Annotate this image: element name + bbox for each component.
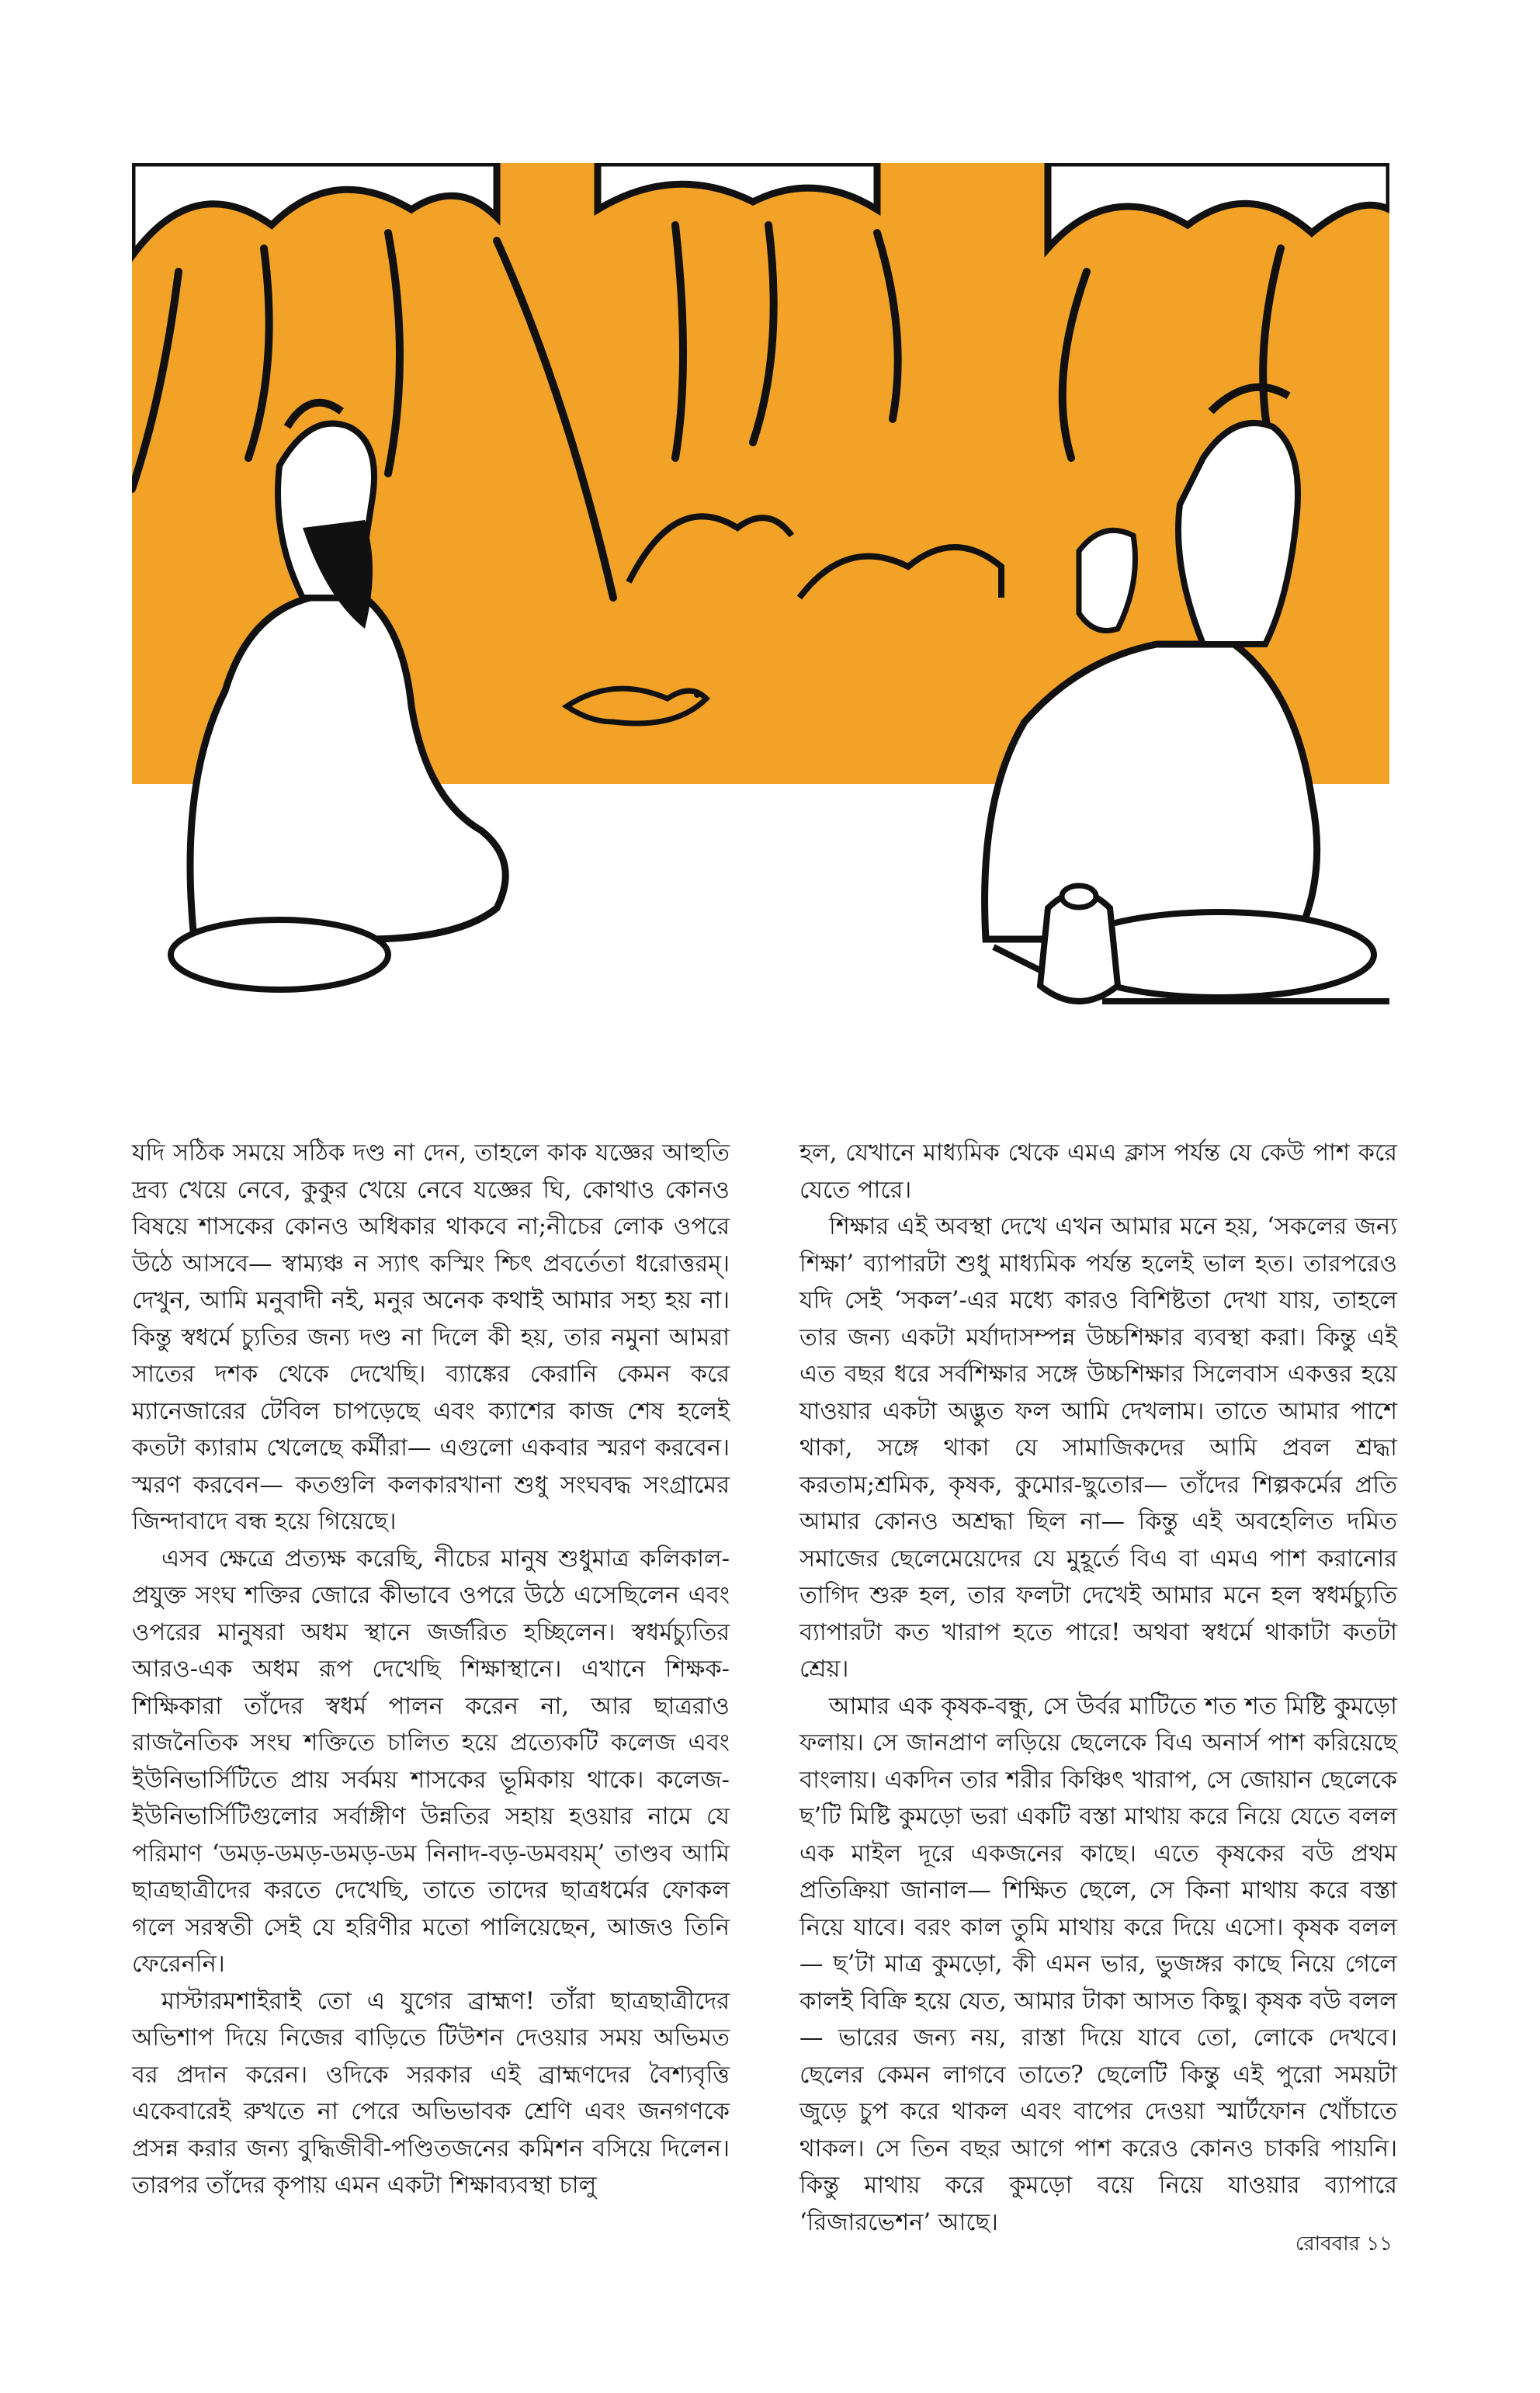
article-column-right [799,1135,1397,2241]
article-paragraph: শিক্ষার এই অবস্থা দেখে এখন আমার মনে হয়, ‘সকলের জন্য শিক্ষা’ ব্যাপারটা শুধু মাধ্যমিক পর্যন্ত হলেই ভাল হত। তারপরেও যদি সেই ‘সকল’-এর মধ্যে কারও বিশিষ্টতা দেখা যায়, তাহলে তার জন্য একটা মর্যাদাসম্পন্ন উচ্চশিক্ষার ব্যবস্থা করা। কিন্তু এই এত বছর ধরে সর্বশিক্ষার সঙ্গে উচ্চশিক্ষার সিলেবাস একত্তর হয়ে যাওয়ার একটা অদ্ভুত ফল আমি দেখলাম। তাতে আমার পাশে থাকা, সঙ্গে থাকা যে সামাজিকদের আমি প্রবল শ্রদ্ধা করতাম;শ্রমিক, কৃষক, কুমোর-ছুতোর— তাঁদের শিল্পকর্মের প্রতি আমার কোনও অশ্রদ্ধা ছিল না— কিন্তু এই অবহেলিত দমিত সমাজের ছেলেমেয়েদের যে মুহূর্তে বিএ বা এমএ পাশ করানোর তাগিদ শুরু হল, তার ফলটা দেখেই আমার মনে হল স্বধর্মচ্যুতি ব্যাপারটা কত খারাপ হতে পারে! অথবা স্বধর্মে থাকাটা কতটা শ্রেয়। [799,1213,1397,1683]
article-paragraph: এসব ক্ষেত্রে প্রত্যক্ষ করেছি, নীচের মানুষ শুধুমাত্র কলিকাল-প্রযুক্ত সংঘ শক্তির জোরে কীভাবে ওপরে উঠে এসেছিলেন এবং ওপরের মানুষরা অধম স্থানে জর্জরিত হচ্ছিলেন। স্বধর্মচ্যুতির আরও-এক অধম রূপ দেখেছি শিক্ষাস্থানে। এখানে শিক্ষক-শিক্ষিকারা তাঁদের স্বধর্ম পালন করেন না, আর ছাত্ররাও রাজনৈতিক সংঘ শক্তিতে চালিত হয়ে প্রত্যেকটি কলেজ এবং ইউনিভার্সিটিতে প্রায় সর্বময় শাসকের ভূমিকায় থাকে। কলেজ-ইউনিভার্সিটিগুলোর সর্বাঙ্গীণ উন্নতির সহায় হওয়ার নামে যে পরিমাণ ‘ডমড়-ডমড়-ডমড়-ডম নিনাদ-বড়-ডমবয়ম্’ তাণ্ডব আমি ছাত্রছাত্রীদের করতে দেখেছি, তাতে তাদের ছাত্রধর্মের ফোকল গলে সরস্বতী সেই যে হরিণীর মতো পালিয়েছেন, আজও তিনি ফেরেননি। [132,1545,730,1978]
two-sages-illustration-icon [132,163,1389,1040]
article-paragraph: আমার এক কৃষক-বন্ধু, সে উর্বর মাটিতে শত শত মিষ্টি কুমড়ো ফলায়। সে জানপ্রাণ লড়িয়ে ছেলেকে বিএ অনার্স পাশ করিয়েছে বাংলায়। একদিন তার শরীর কিঞ্চিৎ খারাপ, সে জোয়ান ছেলেকে ছ’টি মিষ্টি কুমড়ো ভরা একটি বস্তা মাথায় করে নিয়ে যেতে বলল এক মাইল দূরে একজনের কাছে। এতে কৃষকের বউ প্রথম প্রতিক্রিয়া জানাল— শিক্ষিত ছেলে, সে কিনা মাথায় করে বস্তা নিয়ে যাবে। বরং কাল তুমি মাথায় করে দিয়ে এসো। কৃষক বলল— ছ’টা মাত্র কুমড়ো, কী এমন ভার, ভুজঙ্গর কাছে নিয়ে গেলে কালই বিক্রি হয়ে যেত, আমার টাকা আসত কিছু। কৃষক বউ বলল— ভারের জন্য নয়, রাস্তা দিয়ে যাবে তো, লোকে দেখবে। ছেলের কেমন লাগবে তাতে? ছেলেটি কিন্তু এই পুরো সময়টা জুড়ে চুপ করে থাকল এবং বাপের দেওয়া স্মার্টফোন খোঁচাতে থাকল। সে তিন বছর আগে পাশ করেও কোনও চাকরি পায়নি। কিন্তু মাথায় করে কুমড়ো বয়ে নিয়ে যাওয়ার ব্যাপারে ‘রিজারভেশন’ আছে। [799,1692,1397,2236]
article-column-left [132,1135,730,2204]
article-paragraph: মাস্টারমশাইরাই তো এ যুগের ব্রাহ্মণ! তাঁরা ছাত্রছাত্রীদের অভিশাপ দিয়ে নিজের বাড়িতে টিউশন দেওয়ার সময় অভিমত বর প্রদান করেন। ওদিকে সরকার এই ব্রাহ্মণদের বৈশ্যবৃত্তি একেবারেই রুখতে না পেরে অভিভাবক শ্রেণি এবং জনগণকে প্রসন্ন করার জন্য বুদ্ধিজীবী-পণ্ডিতজনের কমিশন বসিয়ে দিলেন। তারপর তাঁদের কৃপায় এমন একটা শিক্ষাব্যবস্থা চালু [132,1987,730,2199]
two-sages-illustration [132,163,1389,1040]
page-folio: রোববার ১১ [1295,2232,1393,2256]
article-paragraph: যদি সঠিক সময়ে সঠিক দণ্ড না দেন, তাহলে কাক যজ্ঞের আহুতি দ্রব্য খেয়ে নেবে, কুকুর খেয়ে নেবে যজ্ঞের ঘি, কোথাও কোনও বিষয়ে শাসকের কোনও অধিকার থাকবে না;নীচের লোক ওপরে উঠে আসবে— স্বাম্যঞ্চ ন স্যাৎ কস্মিং শ্চিৎ প্রবর্তেতা ধরোত্তরম্। দেখুন, আমি মনুবাদী নই, মনুর অনেক কথাই আমার সহ্য হয় না। কিন্তু স্বধর্মে চ্যুতির জন্য দণ্ড না দিলে কী হয়, তার নমুনা আমরা সাতের দশক থেকে দেখেছি। ব্যাঙ্কের কেরানি কেমন করে ম্যানেজারের টেবিল চাপড়েছে এবং ক্যাশের কাজ শেষ হলেই কতটা ক্যারাম খেলেছে কর্মীরা— এগুলো একবার স্মরণ করবেন। স্মরণ করবেন— কতগুলি কলকারখানা শুধু সংঘবদ্ধ সংগ্রামের জিন্দাবাদে বন্ধ হয়ে গিয়েছে। [132,1139,730,1535]
article-paragraph: হল, যেখানে মাধ্যমিক থেকে এমএ ক্লাস পর্যন্ত যে কেউ পাশ করে যেতে পারে। [799,1139,1397,1204]
